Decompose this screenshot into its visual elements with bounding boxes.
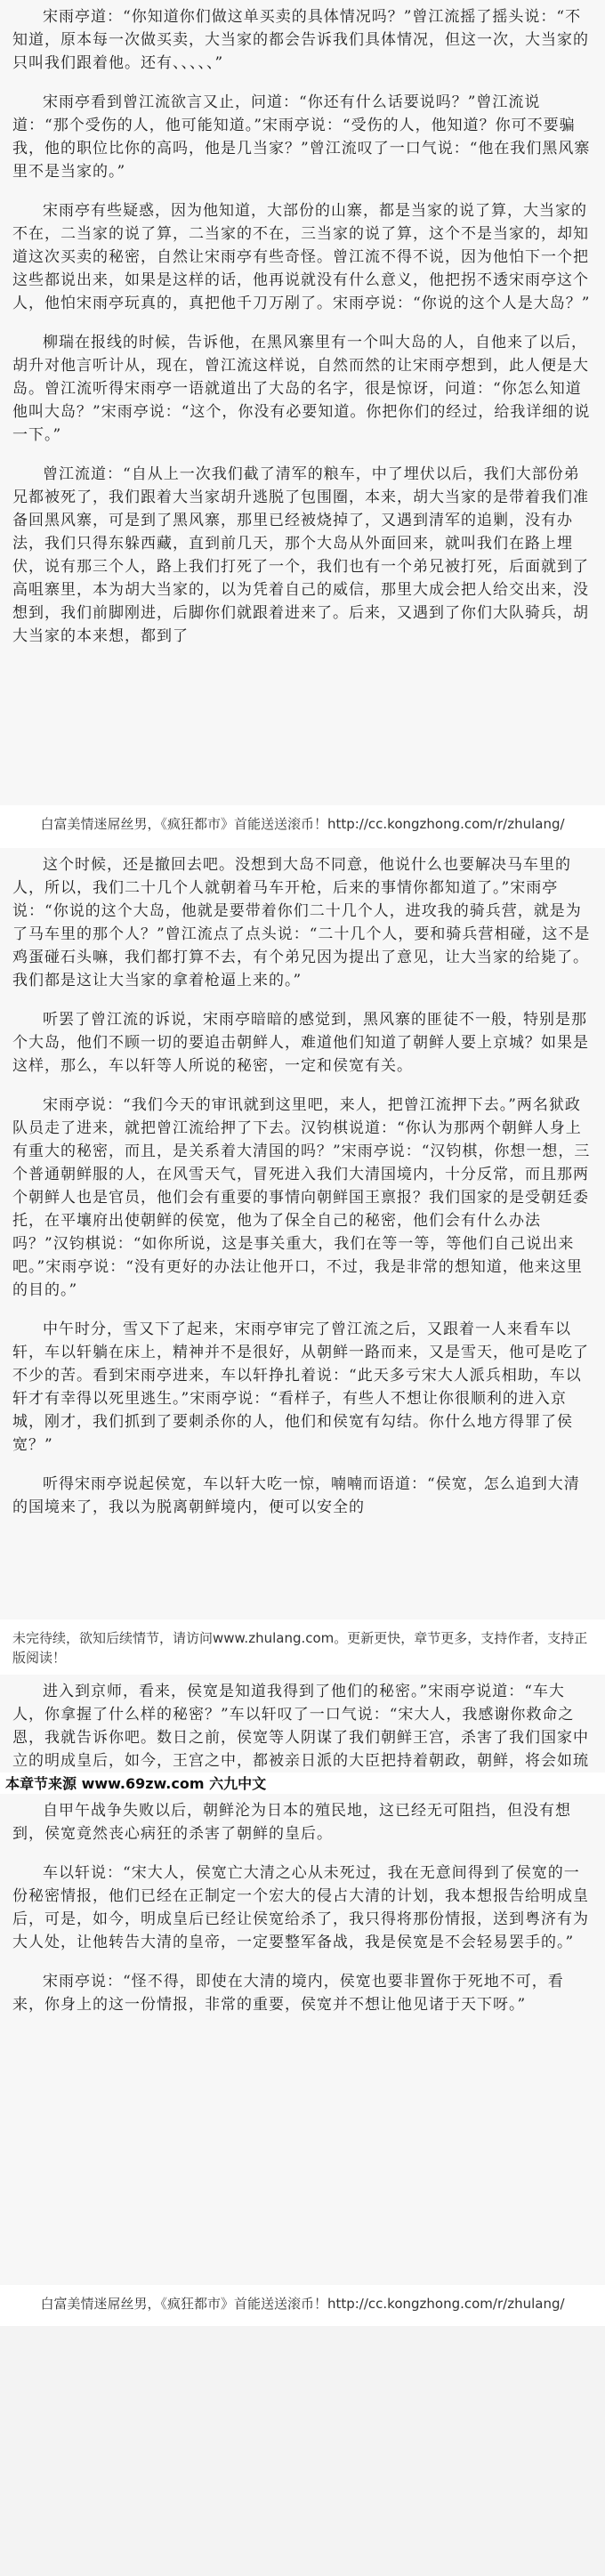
paragraph: 听得宋雨亭说起侯宽，车以轩大吃一惊，喃喃而语道：“侯宽，怎么追到大清的国境来了，我以为脱离朝鲜境内，便可以安全的 <box>12 1475 580 1516</box>
paragraph: 曾江流道：“自从上一次我们截了清军的粮车，中了埋伏以后，我们大部份弟兄都被死了，我们跟着大当家胡升逃脱了包围圈，本来，胡大当家的是带着我们准备回黑风寨，可是到了黑风寨，那里已经被烧掉了，又遇到清军的追剿，没有办法，我们只得东躲西藏，直到前几天，那个大岛从外面回来，就叫我们在路上埋伏，说有那三个人，路上我们打死了一个，我们也有一个弟兄被打死，后面就到了高咀寨里，本为胡大当家的，以为凭着自己的威信，那里大成会把人给交出来，没想到，我们前脚刚进，后脚你们就跟着进来了。后来，又遇到了你们大队骑兵，胡大当家的本来想，都到了 <box>12 465 589 645</box>
paragraph: 宋雨亭说：“我们今天的审讯就到这里吧，来人，把曾江流押下去。”两名狱政队员走了进来，就把曾江流给押了下去。汉钧棋说道：“你认为那两个朝鲜人身上有重大的秘密，而且，是关系着大清国的吗？”宋雨亭说：“汉钧棋，你想一想，三个普通朝鲜服的人，在风雪天气，冒死进入我们大清国境内，十分反常，而且那两个朝鲜人也是官员，他们会有重要的事情向朝鲜国王禀报？我们国家的是受朝廷委托，在平壤府出使朝鲜的侯宽，他为了保全自己的秘密，他们会有什么办法吗？”汉钧棋说：“如你所说，这是事关重大，我们在等一等，等他们自己说出来吧。”宋雨亭说：“没有更好的办法让他开口，不过，我是非常的想知道，他来这里的目的。” <box>12 1096 591 1299</box>
promo-link-text[interactable]: 白富美情迷屌丝男，《疯狂都市》首能送送滚币！http://cc.kongzhong.com/r/zhulang/ <box>40 2296 565 2312</box>
promo-banner-1[interactable] <box>0 805 605 848</box>
paragraph: 这个时候，还是撤回去吧。没想到大岛不同意，他说什么也要解决马车里的人，所以，我们二十几个人就朝着马车开枪，后来的事情你都知道了。”宋雨亭说：“你说的这个大岛，他就是要带着你们二十几个人，进攻我的骑兵营，就是为了马车里的那个人？”曾江流点了点头说：“二十几个人，要和骑兵营相碰，这不是鸡蛋碰石头嘛，我们都打算不去，有个弟兄因为提出了意见，让大当家的给毙了。我们都是这让大当家的拿着枪逼上来的。” <box>12 856 591 989</box>
paragraph: 中午时分，雪又下了起来，宋雨亭审完了曾江流之后，又跟着一人来看车以轩，车以轩躺在床上，精神并不是很好，从朝鲜一路而来，又是雪天，他可是吃了不少的苦。看到宋雨亭进来，车以轩挣扎着说：“此天多亏宋大人派兵相助，车以轩才有幸得以死里逃生。”宋雨亭说：“看样子，有些人不想让你很顺利的进入京城，刚才，我们抓到了要刺杀你的人，他们和侯宽有勾结。你什么地方得罪了侯宽？” <box>12 1320 589 1454</box>
paragraph: 柳瑞在报线的时候，告诉他，在黑风寨里有一个叫大岛的人，自他来了以后，胡升对他言听计从，现在，曾江流这样说，自然而然的让宋雨亭想到，此人便是大岛。曾江流听得宋雨亭一语就道出了大岛的名字，很是惊讶，问道：“你怎么知道他叫大岛？”宋雨亭说：“这个，你没有必要知道。你把你们的经过，给我详细的说一下。” <box>12 334 591 444</box>
text-block-1 <box>0 0 605 805</box>
paragraph: 宋雨亭看到曾江流欲言又止，问道：“你还有什么话要说吗？”曾江流说道：“那个受伤的人，他可能知道。”宋雨亭说：“受伤的人，他知道？你可不要骗我，他的职位比你的高吗，他是几当家？”曾江流叹了一口气说：“他在我们黑风寨里不是当家的。” <box>12 93 591 181</box>
continue-notice-text[interactable]: 未完待续，欲知后续情节，请访问www.zhulang.com。更新更快，章节更多，支持作者，支持正版阅读！ <box>12 1630 588 1666</box>
text-block-3b <box>0 1794 605 2285</box>
promo-link-text[interactable]: 白富美情迷屌丝男，《疯狂都市》首能送送滚币！http://cc.kongzhong.com/r/zhulang/ <box>40 816 565 832</box>
paragraph: 听罢了曾江流的诉说，宋雨亭暗暗的感觉到，黑风寨的匪徒不一般，特别是那个大岛，他们不顾一切的要追击朝鲜人，难道他们知道了朝鲜人要上京城？如果是这样，那么，车以轩等人所说的秘密，一定和侯宽有关。 <box>12 1011 589 1075</box>
source-watermark-text: 本章节来源 www.69zw.com 六九中文 <box>5 1775 267 1792</box>
paragraph: 自甲午战争失败以后，朝鲜沦为日本的殖民地，这已经无可阻挡，但没有想到，侯宽竟然丧心病狂的杀害了朝鲜的皇后。 <box>12 1802 571 1843</box>
paragraph: 车以轩说：“宋大人，侯宽亡大清之心从未死过，我在无意间得到了侯宽的一份秘密情报，他们已经在正制定一个宏大的侵占大清的计划，我本想报告给明成皇后，可是，如今，明成皇后已经让侯宽给杀了，我只得将那份情报，送到粤济有为大人处，让他转告大清的皇帝，一定要整军备战，我是侯宽是不会轻易罢手的。” <box>12 1864 589 1951</box>
text-block-3a <box>0 1675 605 1773</box>
paragraph: 宋雨亭道：“你知道你们做这单买卖的具体情况吗？”曾江流摇了摇头说：“不知道，原本每一次做买卖，大当家的都会告诉我们具体情况，但这一次，大当家的只叫我们跟着他。还有、、、、、” <box>12 8 589 72</box>
promo-banner-2[interactable] <box>0 2285 605 2326</box>
source-watermark <box>0 1773 605 1794</box>
paragraph: 宋雨亭说：“怪不得，即使在大清的境内，侯宽也要非置你于死地不可，看来，你身上的这一份情报，非常的重要，侯宽并不想让他见诸于天下呀。” <box>12 1973 564 2014</box>
paragraph: 进入到京师，看来，侯宽是知道我得到了他们的秘密。”宋雨亭说道：“车大人，你拿握了什么样的秘密？”车以轩叹了一口气说：“宋大人，我感谢你救命之恩，我就告诉你吧。数日之前，侯宽等人阴谋了我们朝鲜王宫，杀害了我们国家中立的明成皇后，如今，王宫之中，都被亲日派的大臣把持着朝政，朝鲜，将会如琉 <box>12 1683 589 1770</box>
text-block-2 <box>0 848 605 1619</box>
paragraph: 宋雨亭有些疑惑，因为他知道，大部份的山寨，都是当家的说了算，大当家的不在，二当家的说了算，二当家的不在，三当家的说了算，这个不是当家的，却知道这次买卖的秘密，自然让宋雨亭有些奇怪。曾江流不得不说，因为他怕下一个把这些都说出来，如果是这样的话，他再说就没有什么意义，他把拐不透宋雨亭这个人，他怕宋雨亭玩真的，真把他千刀万剐了。宋雨亭说：“你说的这个人是大岛？” <box>12 202 591 312</box>
continue-notice[interactable] <box>0 1619 605 1675</box>
